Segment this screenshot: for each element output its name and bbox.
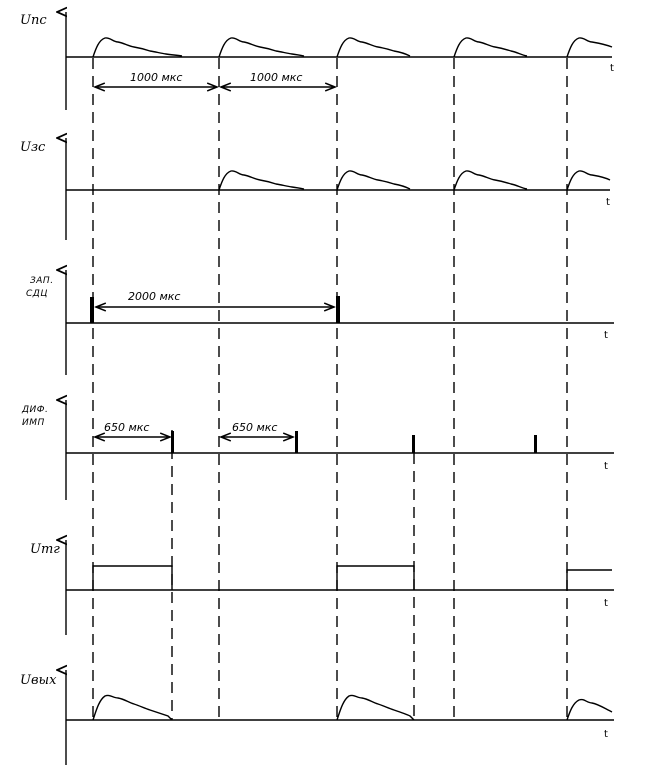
waveform bbox=[219, 171, 610, 190]
gate-pulse bbox=[567, 570, 612, 590]
row-label: Uтг bbox=[30, 542, 60, 557]
row-label-line-1: ЗАП. bbox=[30, 276, 54, 286]
row-uvyh bbox=[20, 670, 614, 765]
row-zap-sdc bbox=[26, 270, 614, 375]
t-label: t bbox=[610, 63, 614, 74]
pulse-mark bbox=[336, 296, 340, 323]
gate-pulse bbox=[337, 566, 414, 590]
t-label: t bbox=[604, 729, 608, 740]
row-label-line-2: СДЦ bbox=[26, 289, 48, 299]
gate-pulse bbox=[93, 566, 172, 590]
t-label: t bbox=[604, 461, 608, 472]
row-dif-imp bbox=[21, 400, 614, 500]
row-utg bbox=[30, 540, 614, 635]
dim-label-2000: 2000 мкс bbox=[128, 290, 181, 303]
t-label: t bbox=[604, 330, 608, 341]
t-label: t bbox=[604, 598, 608, 609]
t-label: t bbox=[606, 197, 610, 208]
dim-label-650-b: 650 мкс bbox=[232, 421, 278, 434]
dim-label-650-a: 650 мкс bbox=[104, 421, 150, 434]
row-label: Uзс bbox=[20, 140, 46, 155]
dim-label-1000-b: 1000 мкс bbox=[250, 71, 303, 84]
row-label: Uвых bbox=[20, 673, 57, 688]
pulse-mark bbox=[534, 435, 537, 453]
waveform bbox=[93, 38, 612, 57]
row-label: Uпс bbox=[20, 13, 47, 28]
row-label-line-1: ДИФ. bbox=[22, 405, 49, 415]
row-label-line-2: ИМП bbox=[22, 418, 45, 428]
row-upc bbox=[20, 12, 614, 110]
dim-label-1000-a: 1000 мкс bbox=[130, 71, 183, 84]
waveform bbox=[93, 695, 612, 720]
pulse-mark bbox=[295, 431, 298, 453]
pulse-mark bbox=[90, 297, 94, 323]
row-uzc bbox=[20, 138, 610, 240]
sync-lines bbox=[93, 58, 567, 720]
pulse-mark bbox=[412, 435, 415, 453]
pulse-mark bbox=[171, 431, 174, 453]
